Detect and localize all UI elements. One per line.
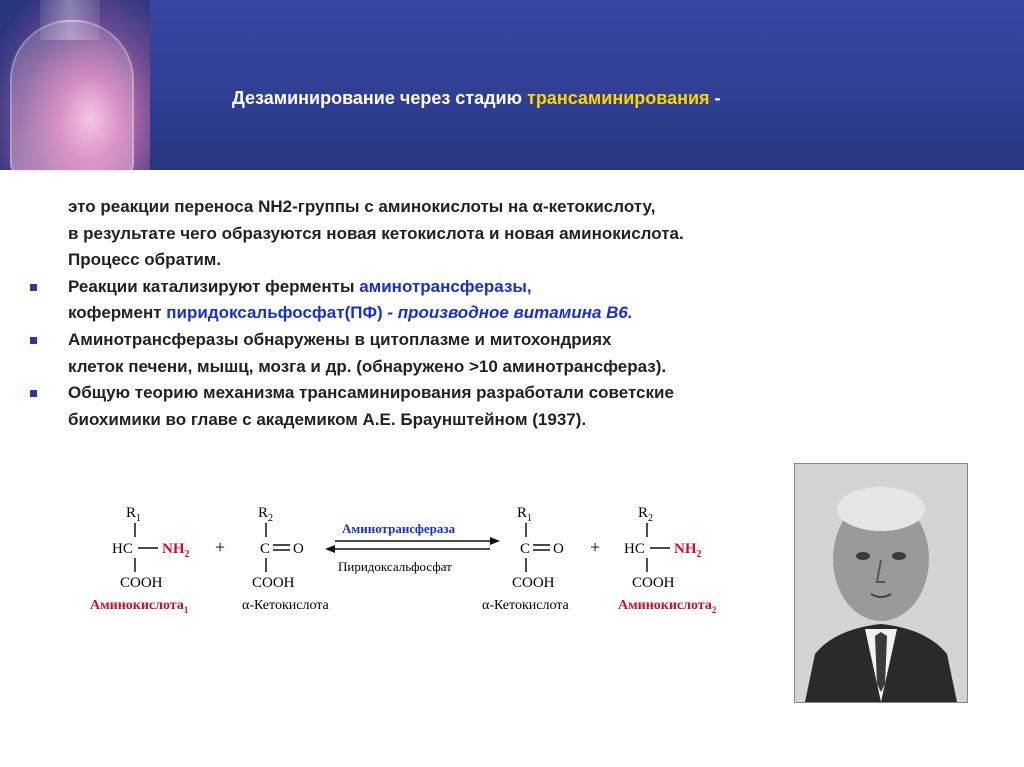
- bullet1-vitamin: - производное витамина В6.: [382, 303, 633, 323]
- c-label-1: C: [260, 541, 271, 557]
- r1-label: $R_1$: [126, 505, 142, 524]
- bullet1-enzyme: аминотрансферазы,: [359, 276, 532, 296]
- forward-arrowhead: [490, 537, 500, 545]
- ketoacid2-name: α-Кетокислота: [482, 598, 569, 613]
- aminoacid2-name: Аминокислота$_2$: [618, 598, 717, 615]
- transamination-scheme: [80, 495, 770, 630]
- ketoacid2-structure: [482, 505, 570, 613]
- left-eye: [856, 552, 870, 560]
- hair: [837, 487, 925, 531]
- c-label-2: C: [520, 541, 531, 557]
- nh2-label-2: $NH_2$: [674, 541, 702, 560]
- bullet-item-1: [22, 274, 1002, 301]
- plus-2: +: [590, 537, 601, 557]
- r2-label: $R_2$: [258, 505, 274, 524]
- slide-title: [232, 88, 721, 109]
- hc-label-1: HC: [112, 541, 133, 557]
- cooh-label-1: COOH: [120, 575, 163, 591]
- coenzyme-label: Пиридоксальфосфат: [338, 559, 452, 574]
- o-label-2: O: [553, 541, 564, 557]
- aminoacid1-name: Аминокислота$_1$: [90, 598, 189, 615]
- hc-label-2: HC: [624, 541, 645, 557]
- flask-glass: [10, 20, 134, 174]
- bullet-item-3: Общую теорию механизма трансаминирования разработали советские: [22, 380, 1002, 407]
- plus-1: +: [215, 537, 226, 557]
- bullet1-coenzyme-label: кофермент: [68, 303, 167, 323]
- aminoacid2-structure: [618, 505, 717, 615]
- right-eye: [892, 552, 906, 560]
- cooh-label-4: COOH: [632, 575, 675, 591]
- bullet1-text: Реакции катализируют ферменты: [68, 276, 360, 296]
- o-label-1: O: [293, 541, 304, 557]
- bullet-item-1-cont: [22, 300, 1002, 327]
- reaction-arrows: [325, 521, 500, 574]
- body-line-2: в результате чего образуются новая кетокислота и новая аминокислота.: [68, 223, 684, 243]
- enzyme-label: Аминотрансфераза: [342, 521, 456, 536]
- portrait-photo: [794, 463, 968, 703]
- cooh-label-3: COOH: [512, 575, 555, 591]
- portrait-drawing: [795, 464, 967, 702]
- r1-label-2: $R_1$: [517, 505, 533, 524]
- slide-header: [0, 0, 1024, 170]
- ketoacid1-name: α-Кетокислота: [242, 598, 329, 613]
- reverse-arrowhead: [325, 545, 335, 553]
- body-line-1: это реакции переноса NH2-группы с аминокислоты на α-кетокислоту,: [68, 197, 656, 216]
- title-highlight: трансаминирования: [527, 88, 710, 108]
- slide-body: [22, 194, 1002, 433]
- body-line-3: Процесс обратим.: [68, 250, 222, 270]
- flask-image: [0, 0, 150, 170]
- cooh-label-2: COOH: [252, 575, 295, 591]
- title-text-1: Дезаминирование через стадию: [232, 88, 527, 108]
- bullet-item-3-cont: биохимики во главе с академиком А.Е. Браунштейном (1937).: [68, 409, 587, 429]
- aminoacid1-structure: [90, 505, 190, 615]
- bullet1-coenzyme: пиридоксальфосфат(ПФ): [166, 303, 383, 323]
- bullet-item-2-cont: клеток печени, мышц, мозга и др. (обнаружено >10 аминотрансфераз).: [68, 356, 667, 376]
- title-text-2: -: [709, 88, 721, 108]
- bullet-item-2: Аминотрансферазы обнаружены в цитоплазме и митохондриях: [22, 327, 1002, 354]
- ketoacid1-structure: [242, 505, 330, 613]
- r2-label-2: $R_2$: [638, 505, 654, 524]
- nh2-label-1: $NH_2$: [162, 541, 190, 560]
